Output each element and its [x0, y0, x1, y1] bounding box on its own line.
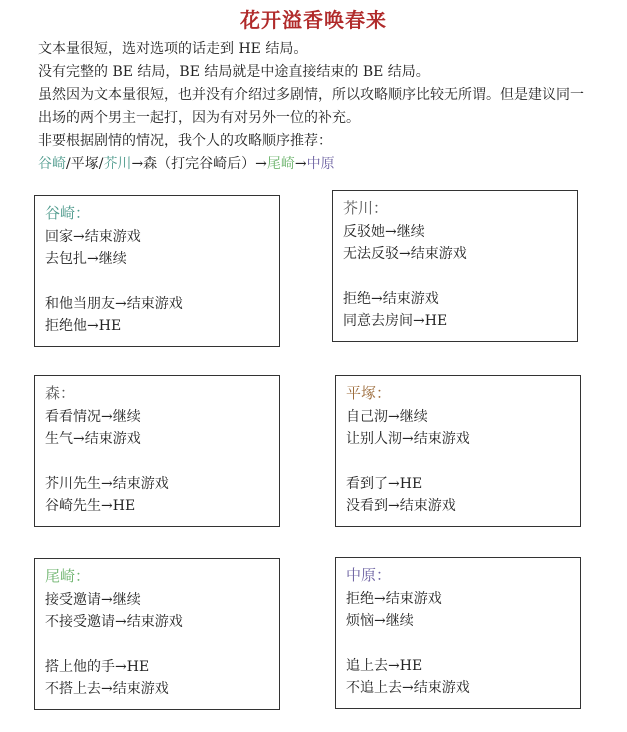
route-order	[38, 153, 623, 176]
route-seg: →	[294, 156, 307, 172]
route-box-title: 芥川：	[343, 199, 389, 217]
intro-line: 出场的两个男主一起打，因为有对另外一位的补充。	[38, 110, 360, 126]
route-seg: /平塚/	[66, 156, 104, 172]
choice-line: 拒绝→结束游戏	[346, 590, 442, 607]
choice-line: 反驳她→继续	[343, 223, 425, 240]
intro-text	[38, 38, 623, 176]
route-box-ozaki	[34, 558, 280, 710]
route-box-akutagawa	[332, 190, 578, 342]
choice-line: 不接受邀请→结束游戏	[45, 614, 183, 630]
choice-line: 看看情况→继续	[45, 408, 141, 425]
choice-line: 同意去房间→HE	[343, 313, 448, 329]
route-box-title: 森：	[45, 384, 76, 402]
route-box-title: 谷崎：	[45, 204, 91, 222]
choice-line: 回家→结束游戏	[45, 228, 141, 245]
route-seg: 芥川	[103, 156, 132, 172]
choice-line: 看到了→HE	[346, 475, 423, 492]
choice-line: 不搭上去→结束游戏	[45, 681, 169, 697]
route-box-title: 尾崎：	[45, 567, 91, 585]
choice-line: 无法反驳→结束游戏	[343, 246, 467, 262]
choice-line: 拒绝→结束游戏	[343, 290, 439, 307]
intro-line: 没有完整的 BE 结局，BE 结局就是中途直接结束的 BE 结局。	[38, 64, 430, 80]
choice-line: 不追上去→结束游戏	[346, 680, 470, 696]
choice-line: 接受邀请→继续	[45, 591, 141, 608]
route-box-hiratsuka	[335, 375, 581, 527]
choice-line: 搭上他的手→HE	[45, 658, 150, 675]
choice-line: 芥川先生→结束游戏	[45, 475, 169, 492]
route-box-title: 平塚：	[346, 384, 392, 402]
choice-line: 和他当朋友→结束游戏	[45, 295, 183, 312]
choice-line: 烦恼→继续	[346, 613, 414, 629]
choice-line: 谷崎先生→HE	[45, 498, 136, 514]
choice-line: 去包扎→继续	[45, 251, 127, 267]
route-seg: 中原	[306, 156, 335, 172]
choice-line: 追上去→HE	[346, 657, 423, 674]
page-title: 花开溢香唤春来	[240, 8, 387, 32]
route-seg: 尾崎	[266, 156, 295, 172]
intro-line: 非要根据剧情的情况，我个人的攻略顺序推荐：	[38, 133, 332, 149]
choice-line: 生气→结束游戏	[45, 431, 141, 447]
route-seg: 谷崎	[38, 156, 66, 172]
choice-line: 让别人沏→结束游戏	[346, 431, 470, 447]
intro-line: 虽然因为文本量很短，也并没有介绍过多剧情，所以攻略顺序比较无所谓。但是建议同一	[38, 87, 584, 103]
intro-line: 文本量很短，选对选项的话走到 HE 结局。	[38, 41, 308, 57]
route-box-nakahara	[335, 557, 581, 709]
route-box-mori	[34, 375, 280, 527]
route-box-title: 中原：	[346, 566, 392, 584]
route-seg: →森（打完谷崎后）→	[131, 156, 267, 172]
choice-line: 自己沏→继续	[346, 408, 428, 425]
choice-line: 没看到→结束游戏	[346, 498, 456, 514]
choice-line: 拒绝他→HE	[45, 318, 122, 334]
route-box-tanizaki	[34, 195, 280, 347]
